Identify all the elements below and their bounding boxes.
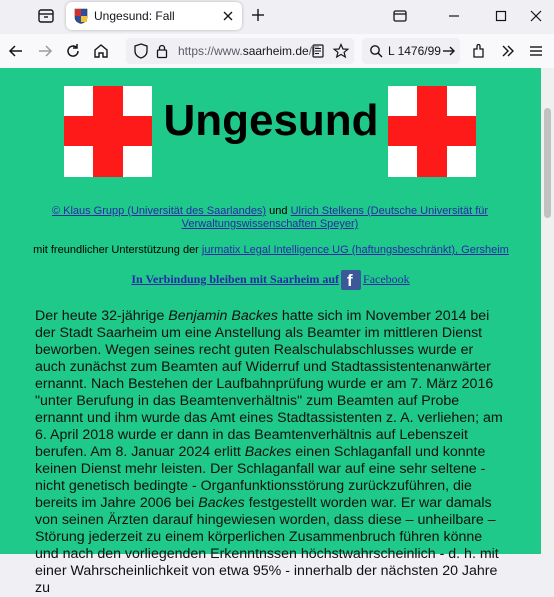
facebook-link[interactable]: Facebook	[363, 272, 410, 287]
support-prefix: mit freundlicher Unterstützung der	[33, 244, 202, 256]
new-tab-icon[interactable]	[251, 8, 265, 22]
maximize-icon[interactable]	[493, 8, 509, 24]
case-description-text	[35, 308, 507, 597]
url-suffix: /F	[308, 44, 320, 58]
follow-line	[0, 270, 541, 290]
support-line	[6, 244, 536, 256]
url-text	[178, 44, 320, 58]
scrollbar[interactable]	[541, 68, 554, 554]
author1-link[interactable]: © Klaus Grupp (Universität des Saarlandes)	[51, 205, 267, 217]
author2-link[interactable]: Ulrich Stelkens (Deutsche Universität für Verwaltungswissenschaften Speyer)	[181, 205, 489, 230]
credits	[20, 205, 520, 231]
tab-strip	[0, 0, 554, 34]
close-window-icon[interactable]	[528, 8, 544, 24]
find-input[interactable]: L 1476/99	[388, 44, 441, 58]
red-cross-left-image	[64, 86, 152, 177]
reader-view-icon[interactable]	[312, 44, 324, 58]
credit-and: und	[266, 205, 291, 217]
minimize-icon[interactable]	[446, 8, 462, 24]
url-prefix: https://www.	[178, 44, 243, 58]
page-title: Ungesund	[163, 96, 379, 145]
page-content	[0, 68, 541, 596]
saarheim-favicon-icon	[74, 8, 88, 24]
scrollbar-thumb[interactable]	[544, 108, 551, 218]
url-bar[interactable]	[126, 38, 354, 64]
tab-list-icon[interactable]	[36, 6, 56, 26]
url-host: saarheim.de	[242, 44, 309, 58]
jurmatix-link[interactable]: jurmatix Legal Intelligence UG (haftungsbeschränkt), Gersheim	[201, 244, 509, 256]
search-icon	[369, 44, 383, 58]
red-cross-right-image	[388, 86, 476, 177]
shield-icon[interactable]	[134, 43, 148, 59]
body-text-segment: festgestellt worden war. Er war damals von seinen Ärzten darauf hingewiesen worden, dass diese – unheilbare – Störung jederzeit zu einem körperlichen Zusammenbruch führen könne und nach den vorliegenden Erkenntnssen höchstwahrscheinlich - d. h. mit einer Wahrscheinlichkeit von etwa 95% - innerhalb der nächsten 20 Jahre zu	[35, 495, 499, 596]
extensions-icon[interactable]	[470, 42, 488, 60]
home-icon[interactable]	[92, 42, 110, 60]
body-text-segment: hatte sich im November 2014 bei der Stadt Saarheim um eine Anstellung als Beamter im mittleren Dienst beworben. Wegen seines recht guten Realschulabschlusses wurde er auch zunächst zum Beamten auf Widerruf und Stadtassistentenanwärter ernannt. Nach Bestehen der Laufbahnprüfung wurde er am 7. März 2016 "unter Berufung in das Beamtenverhältnis" zum Beamten auf Probe ernannt und ihm wurde das Amt eines Stadtassistenten z. A. verliehen; am 6. April 2018 wurde er dann in das Beamtenverhältnis auf Lebenszeit berufen. Am 8. Januar 2024 erlitt	[35, 308, 503, 460]
lock-icon[interactable]	[156, 43, 168, 59]
tab-title: Ungesund: Fall	[94, 9, 175, 23]
body-text-segment: Der heute 32-jährige	[35, 308, 169, 324]
forward-icon[interactable]	[36, 42, 54, 60]
follow-saarheim-link[interactable]: In Verbindung bleiben mit Saarheim auf	[131, 272, 340, 287]
body-text-italic-segment: Benjamin Backes	[168, 308, 278, 324]
tab-active[interactable]	[66, 2, 242, 30]
bookmark-star-icon[interactable]	[333, 43, 349, 59]
navigation-bar	[0, 34, 554, 69]
facebook-icon[interactable]: f	[341, 270, 361, 290]
close-tab-icon[interactable]	[222, 10, 234, 22]
body-text-italic-segment: Backes	[244, 444, 292, 460]
body-text-italic-segment: Backes	[198, 495, 245, 511]
find-bar[interactable]	[362, 38, 460, 64]
reload-icon[interactable]	[64, 42, 82, 60]
overflow-chevron-icon[interactable]	[499, 42, 517, 60]
find-next-arrow-icon[interactable]	[442, 44, 456, 58]
menu-icon[interactable]	[527, 42, 545, 60]
back-icon[interactable]	[7, 42, 25, 60]
picture-in-picture-icon[interactable]	[392, 8, 408, 24]
body-text-segment: einen Schlaganfall und konnte keinen Dienst mehr leisten. Der Schlaganfall war auf eine sehr seltene - nicht genetisch bedingte - Organfunktionsstörung zurückzuführen, die bereits im Jahre 2006 bei	[35, 444, 486, 511]
